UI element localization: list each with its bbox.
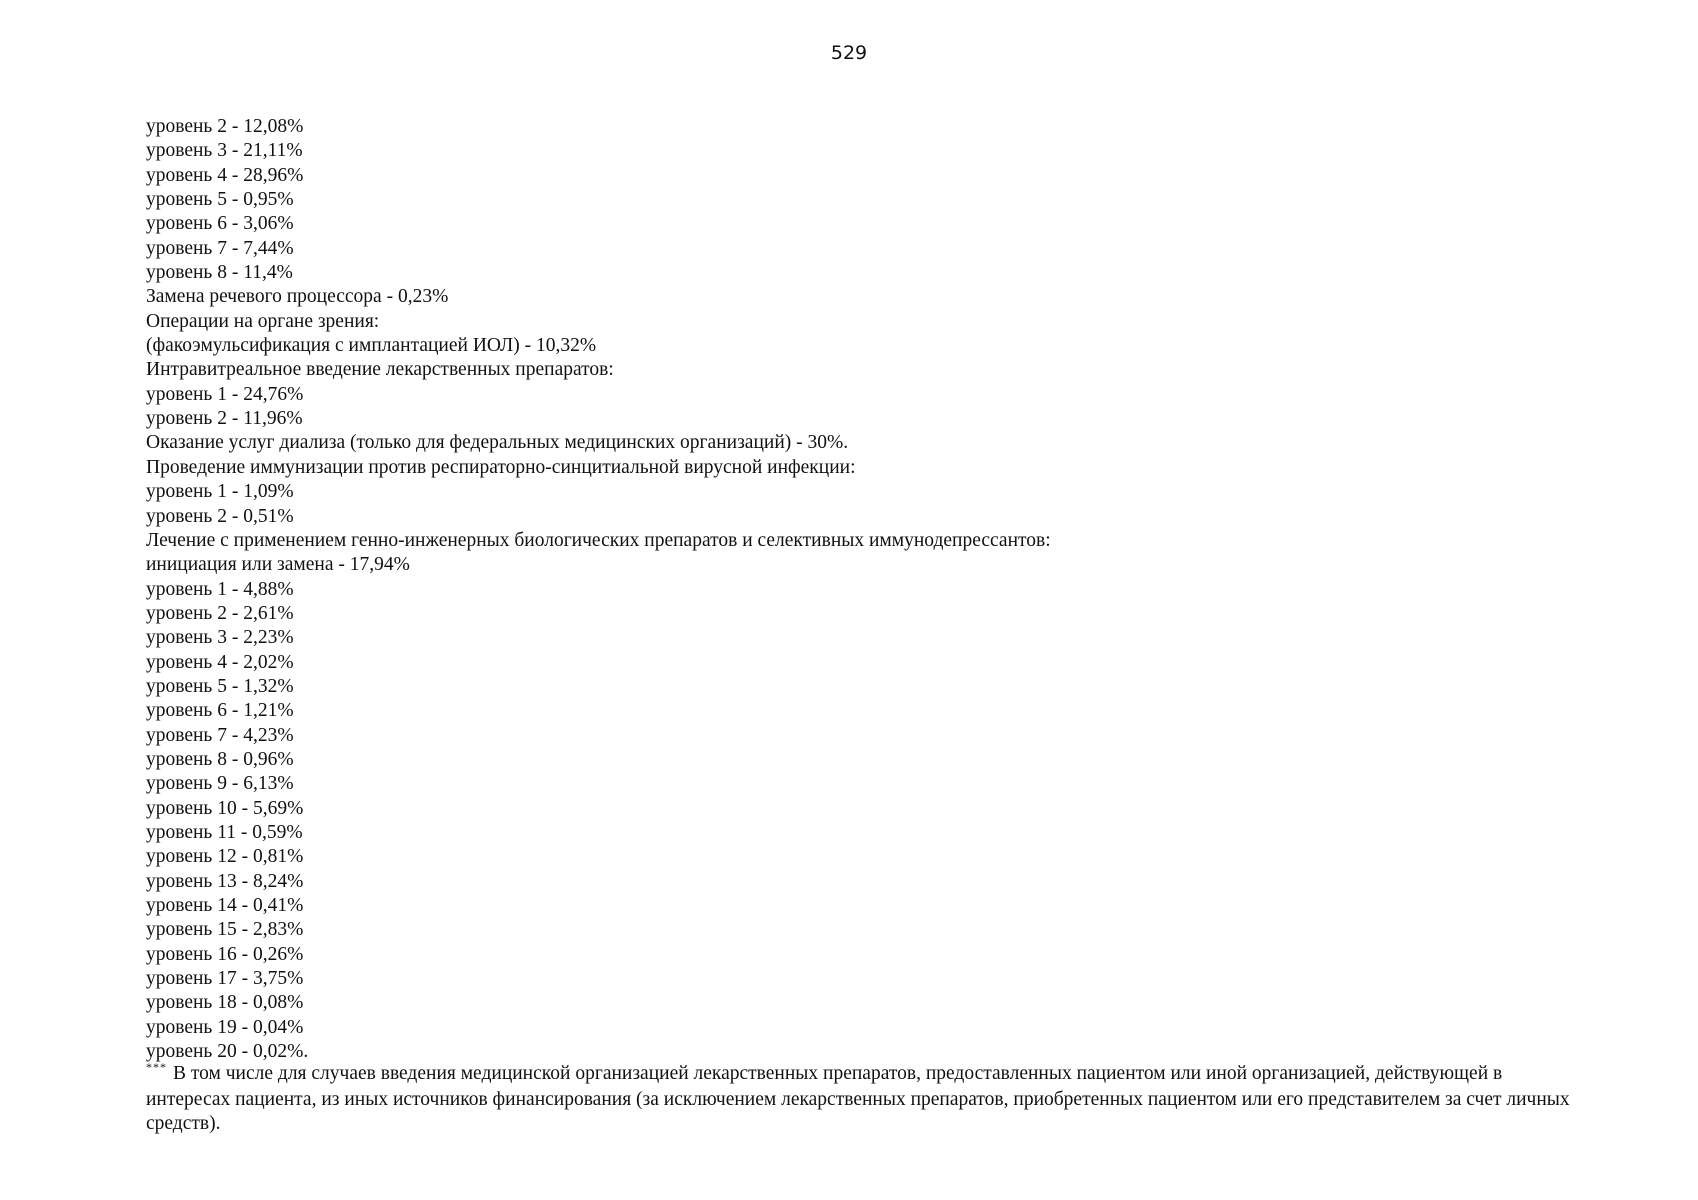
text-line: Проведение иммунизации против респираторно-синцитиальной вирусной инфекции: bbox=[146, 456, 856, 478]
text-line: уровень 14 - 0,41% bbox=[146, 895, 304, 916]
text-line: уровень 1 - 24,76% bbox=[146, 383, 304, 405]
text-line: уровень 1 - 1,09% bbox=[146, 481, 294, 503]
text-line: уровень 4 - 2,02% bbox=[146, 651, 294, 673]
text-line: уровень 2 - 11,96% bbox=[146, 408, 303, 430]
text-line: уровень 10 - 5,69% bbox=[146, 797, 304, 819]
text-line: уровень 6 - 3,06% bbox=[146, 213, 294, 235]
text-line: уровень 2 - 12,08% bbox=[146, 116, 304, 137]
text-line: уровень 5 - 1,32% bbox=[146, 675, 294, 697]
text-line: уровень 13 - 8,24% bbox=[146, 870, 304, 892]
text-line: уровень 2 - 0,51% bbox=[146, 505, 294, 527]
text-line: уровень 7 - 4,23% bbox=[146, 724, 294, 746]
text-line: уровень 17 - 3,75% bbox=[146, 968, 304, 990]
text-line: уровень 5 - 0,95% bbox=[146, 189, 294, 211]
footnote-mark: *** bbox=[146, 1060, 167, 1075]
text-line: инициация или замена - 17,94% bbox=[146, 554, 410, 576]
text-line: уровень 4 - 28,96% bbox=[146, 164, 304, 186]
text-lines bbox=[146, 115, 1576, 1064]
text-line: уровень 12 - 0,81% bbox=[146, 846, 304, 868]
text-line: уровень 3 - 21,11% bbox=[146, 140, 303, 162]
text-line: уровень 8 - 11,4% bbox=[146, 262, 293, 284]
text-line: (факоэмульсификация с имплантацией ИОЛ) - 10,32% bbox=[146, 335, 597, 357]
text-line: уровень 11 - 0,59% bbox=[146, 821, 303, 843]
footnote-text: В том числе для случаев введения медицинской организацией лекарственных препаратов, предоставленных пациентом или иной организацией, действующей в интересах пациента, из иных источников финансирования (за исключением лекарственных препаратов, приобретенных пациентом или его представителем за счет личных средств). bbox=[146, 1063, 1570, 1135]
text-line: Замена речевого процессора - 0,23% bbox=[146, 286, 449, 308]
text-line: уровень 19 - 0,04% bbox=[146, 1016, 304, 1038]
text-line: уровень 8 - 0,96% bbox=[146, 748, 294, 770]
text-line: уровень 7 - 7,44% bbox=[146, 237, 294, 259]
text-line: уровень 9 - 6,13% bbox=[146, 773, 294, 795]
document-body bbox=[146, 115, 1576, 1136]
text-line: Интравитреальное введение лекарственных препаратов: bbox=[146, 359, 614, 381]
text-line: уровень 6 - 1,21% bbox=[146, 700, 294, 722]
text-line: уровень 3 - 2,23% bbox=[146, 627, 294, 649]
text-line: Оказание услуг диализа (только для федеральных медицинских организаций) - 30%. bbox=[146, 432, 849, 454]
text-line: уровень 16 - 0,26% bbox=[146, 943, 304, 965]
text-line: уровень 20 - 0,02%. bbox=[146, 1041, 309, 1063]
text-line: Лечение с применением генно-инженерных биологических препаратов и селективных иммунодепрессантов: bbox=[146, 529, 1051, 551]
text-line: уровень 18 - 0,08% bbox=[146, 992, 304, 1014]
page-number: 529 bbox=[830, 42, 868, 64]
text-line: Операции на органе зрения: bbox=[146, 310, 380, 332]
text-line: уровень 1 - 4,88% bbox=[146, 578, 294, 600]
text-line: уровень 15 - 2,83% bbox=[146, 919, 304, 941]
footnote bbox=[146, 1062, 1576, 1136]
text-line: уровень 2 - 2,61% bbox=[146, 602, 294, 624]
